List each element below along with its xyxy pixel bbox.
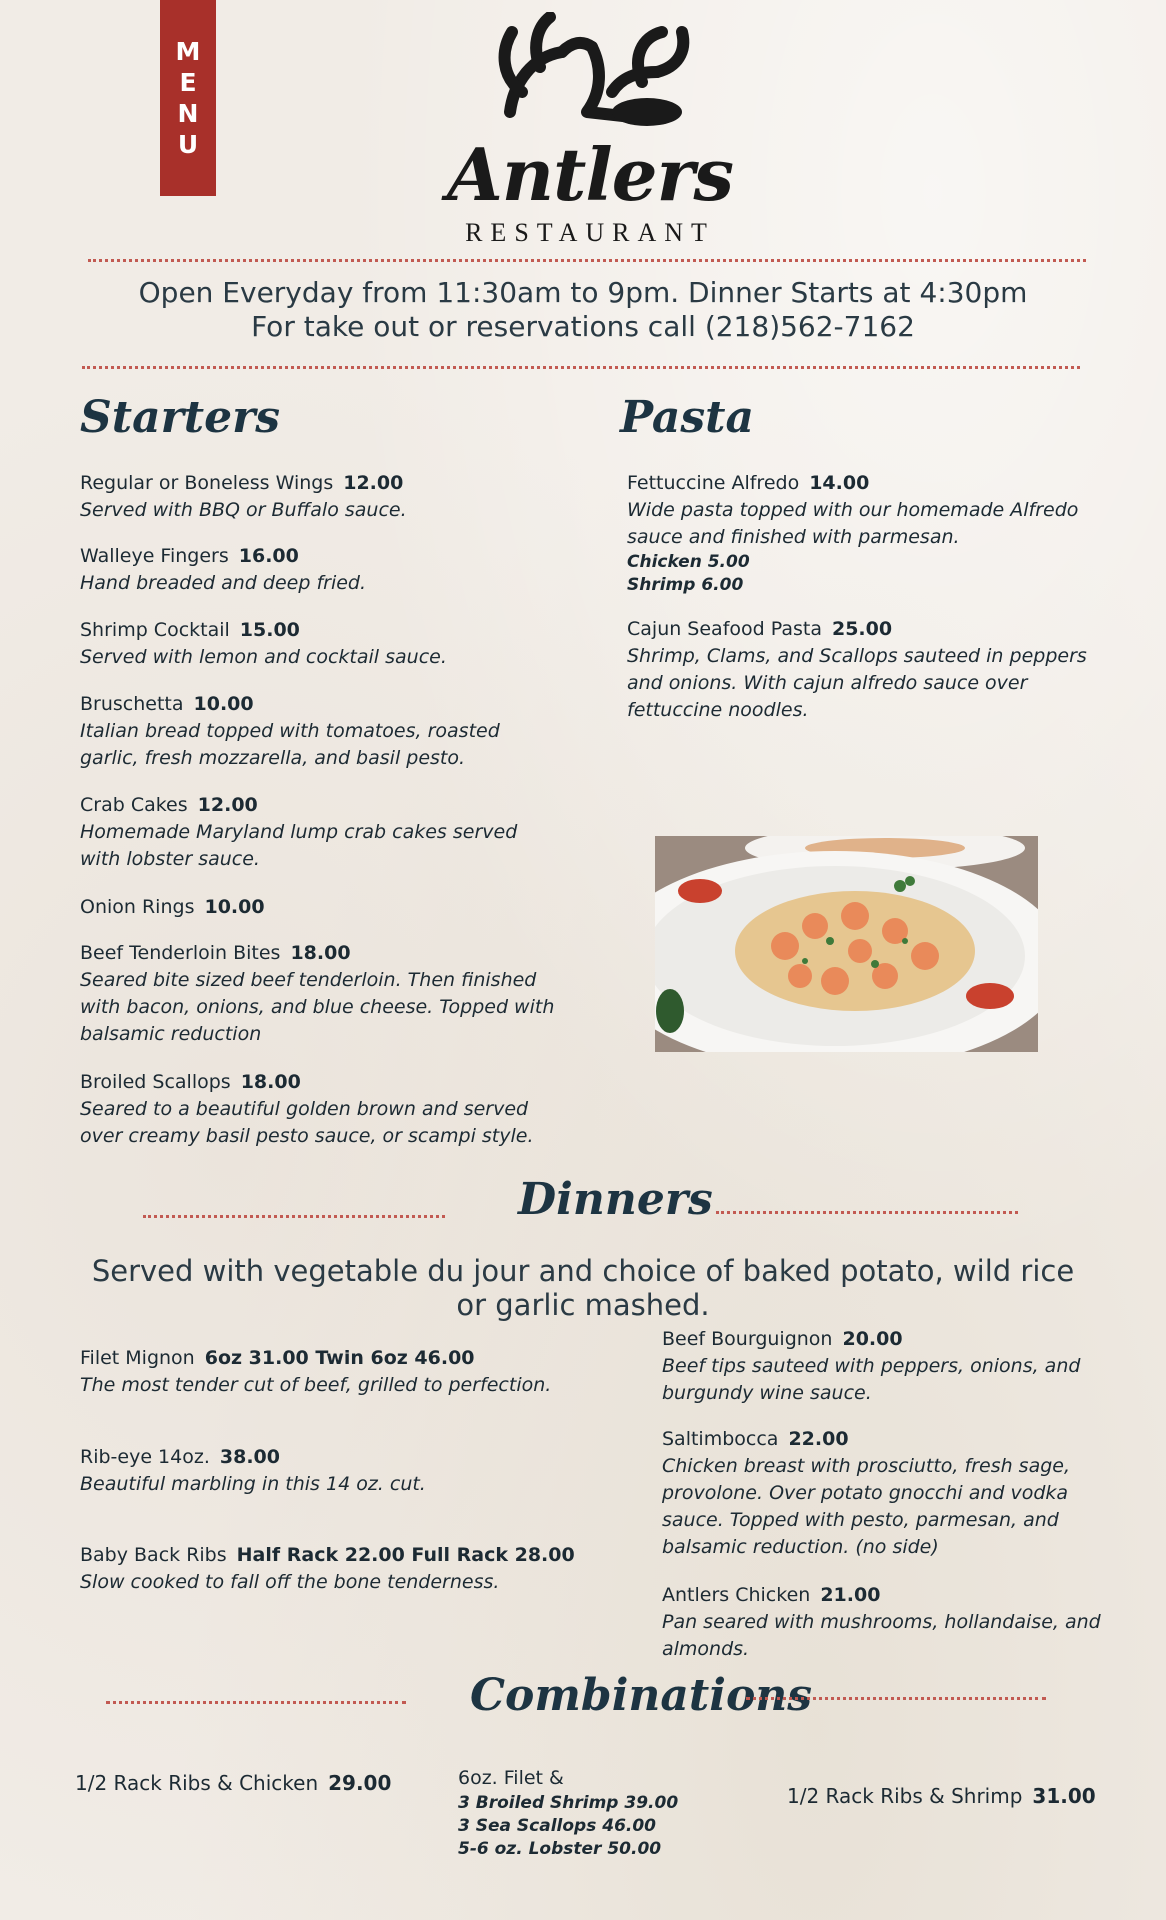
- item-description: Seared to a beautiful golden brown and served over creamy basil pesto sauce, or scampi style.: [80, 1098, 534, 1147]
- item-name: Beef Bourguignon: [662, 1328, 833, 1350]
- item-price: 15.00: [239, 619, 300, 641]
- item-name: 1/2 Rack Ribs & Chicken: [75, 1771, 319, 1795]
- item-price: 29.00: [328, 1771, 392, 1795]
- item-description: Homemade Maryland lump crab cakes served with lobster sauce.: [80, 821, 518, 870]
- item-description: Beautiful marbling in this 14 oz. cut.: [80, 1473, 426, 1495]
- phone-line: For take out or reservations call (218)562-7162: [251, 310, 915, 343]
- item-description: Wide pasta topped with our homemade Alfredo sauce and finished with parmesan.: [627, 499, 1079, 548]
- item-name: Beef Tenderloin Bites: [80, 942, 281, 964]
- item-description: Pan seared with mushrooms, hollandaise, and almonds.: [662, 1611, 1101, 1660]
- dinners-title: Dinners: [518, 1174, 713, 1225]
- combo-option: 5-6 oz. Lobster 50.00: [458, 1839, 662, 1859]
- item-description: Seared bite sized beef tenderloin. Then finished with bacon, onions, and blue cheese. Topped with balsamic reduction: [80, 969, 555, 1045]
- combo-item: [458, 1765, 688, 1861]
- item-name: Saltimbocca: [662, 1428, 779, 1450]
- divider: [143, 1215, 445, 1218]
- dinners-served-note: Served with vegetable du jour and choice of baked potato, wild rice or garlic mashed.: [91, 1254, 1075, 1322]
- menu-item: [662, 1582, 1122, 1663]
- combo-option: 3 Sea Scallops 46.00: [458, 1816, 657, 1836]
- item-price: 10.00: [193, 693, 254, 715]
- menu-tab: [160, 0, 216, 196]
- item-price: 25.00: [831, 618, 893, 640]
- item-name: Rib-eye 14oz.: [80, 1446, 210, 1468]
- item-price: 31.00: [1032, 1784, 1096, 1808]
- item-price: 38.00: [219, 1446, 280, 1468]
- item-price: 16.00: [238, 545, 299, 567]
- item-name: Antlers Chicken: [662, 1584, 811, 1606]
- menu-letter: U: [177, 130, 199, 159]
- menu-item: [80, 470, 560, 524]
- hours-line: Open Everyday from 11:30am to 9pm. Dinner Starts at 4:30pm: [138, 276, 1028, 309]
- item-name: Baby Back Ribs: [80, 1544, 227, 1566]
- pasta-title: Pasta: [620, 392, 755, 443]
- item-description: Beef tips sauteed with peppers, onions, and burgundy wine sauce.: [662, 1355, 1081, 1404]
- item-name: Bruschetta: [80, 693, 184, 715]
- item-name: Cajun Seafood Pasta: [627, 618, 822, 640]
- menu-item: [80, 1444, 600, 1498]
- item-description: Served with lemon and cocktail sauce.: [80, 646, 447, 668]
- menu-item: [80, 1345, 600, 1399]
- combo-option: 3 Broiled Shrimp 39.00: [458, 1793, 679, 1813]
- item-addon: Shrimp 6.00: [627, 575, 744, 595]
- item-name: 6oz. Filet &: [458, 1767, 564, 1789]
- divider: [82, 366, 1080, 369]
- divider: [106, 1701, 406, 1704]
- divider: [746, 1697, 1046, 1700]
- item-price: 22.00: [788, 1428, 849, 1450]
- item-price: 6oz 31.00 Twin 6oz 46.00: [204, 1347, 475, 1369]
- item-name: 1/2 Rack Ribs & Shrimp: [787, 1784, 1023, 1808]
- antlers-icon: [492, 12, 702, 132]
- starters-title: Starters: [80, 392, 281, 443]
- item-description: Shrimp, Clams, and Scallops sauteed in peppers and onions. With cajun alfredo sauce over fettuccine noodles.: [627, 645, 1087, 721]
- logo-name: Antlers: [446, 132, 734, 217]
- item-name: Broiled Scallops: [80, 1071, 231, 1093]
- divider: [716, 1211, 1018, 1214]
- item-name: Crab Cakes: [80, 794, 188, 816]
- item-name: Walleye Fingers: [80, 545, 229, 567]
- shrimp-pasta-image: [655, 836, 1038, 1052]
- divider: [88, 259, 1086, 262]
- item-description: Served with BBQ or Buffalo sauce.: [80, 499, 407, 521]
- menu-item: [627, 616, 1097, 724]
- menu-item: [80, 691, 560, 772]
- item-description: The most tender cut of beef, grilled to perfection.: [80, 1374, 552, 1396]
- item-price: 20.00: [842, 1328, 903, 1350]
- restaurant-logo: [430, 12, 750, 247]
- item-description: Hand breaded and deep fried.: [80, 572, 367, 594]
- item-name: Shrimp Cocktail: [80, 619, 230, 641]
- menu-item: [80, 792, 560, 873]
- item-price: 18.00: [290, 942, 351, 964]
- item-price: 12.00: [197, 794, 258, 816]
- item-addon: Chicken 5.00: [627, 552, 750, 572]
- menu-item: [80, 940, 560, 1048]
- item-name: Filet Mignon: [80, 1347, 195, 1369]
- item-description: Slow cooked to fall off the bone tenderness.: [80, 1571, 500, 1593]
- item-price: 14.00: [809, 472, 870, 494]
- item-description: Italian bread topped with tomatoes, roasted garlic, fresh mozzarella, and basil pesto.: [80, 720, 500, 769]
- combo-item: [75, 1770, 415, 1797]
- pasta-photo: [655, 836, 1038, 1052]
- menu-item: [662, 1326, 1122, 1407]
- combo-item: [787, 1783, 1117, 1810]
- item-price: 12.00: [343, 472, 404, 494]
- menu-letter: N: [177, 99, 199, 128]
- item-price: 10.00: [204, 896, 265, 918]
- menu-item: [662, 1426, 1122, 1561]
- menu-item: [80, 617, 560, 671]
- logo-subtitle: RESTAURANT: [465, 218, 715, 247]
- item-name: Regular or Boneless Wings: [80, 472, 334, 494]
- item-price: 18.00: [240, 1071, 301, 1093]
- menu-item: [80, 894, 560, 921]
- menu-item: [80, 543, 560, 597]
- menu-item: [627, 470, 1097, 597]
- item-price: Half Rack 22.00 Full Rack 28.00: [236, 1544, 575, 1566]
- item-name: Onion Rings: [80, 896, 195, 918]
- menu-letter: E: [179, 68, 197, 97]
- menu-letter: M: [175, 37, 201, 66]
- menu-item: [80, 1542, 600, 1596]
- menu-item: [80, 1069, 560, 1150]
- item-name: Fettuccine Alfredo: [627, 472, 800, 494]
- item-description: Chicken breast with prosciutto, fresh sage, provolone. Over potato gnocchi and vodka sauce. Topped with pesto, parmesan, and balsamic reduction. (no side): [662, 1455, 1071, 1558]
- item-price: 21.00: [820, 1584, 881, 1606]
- combinations-title: Combinations: [470, 1670, 813, 1721]
